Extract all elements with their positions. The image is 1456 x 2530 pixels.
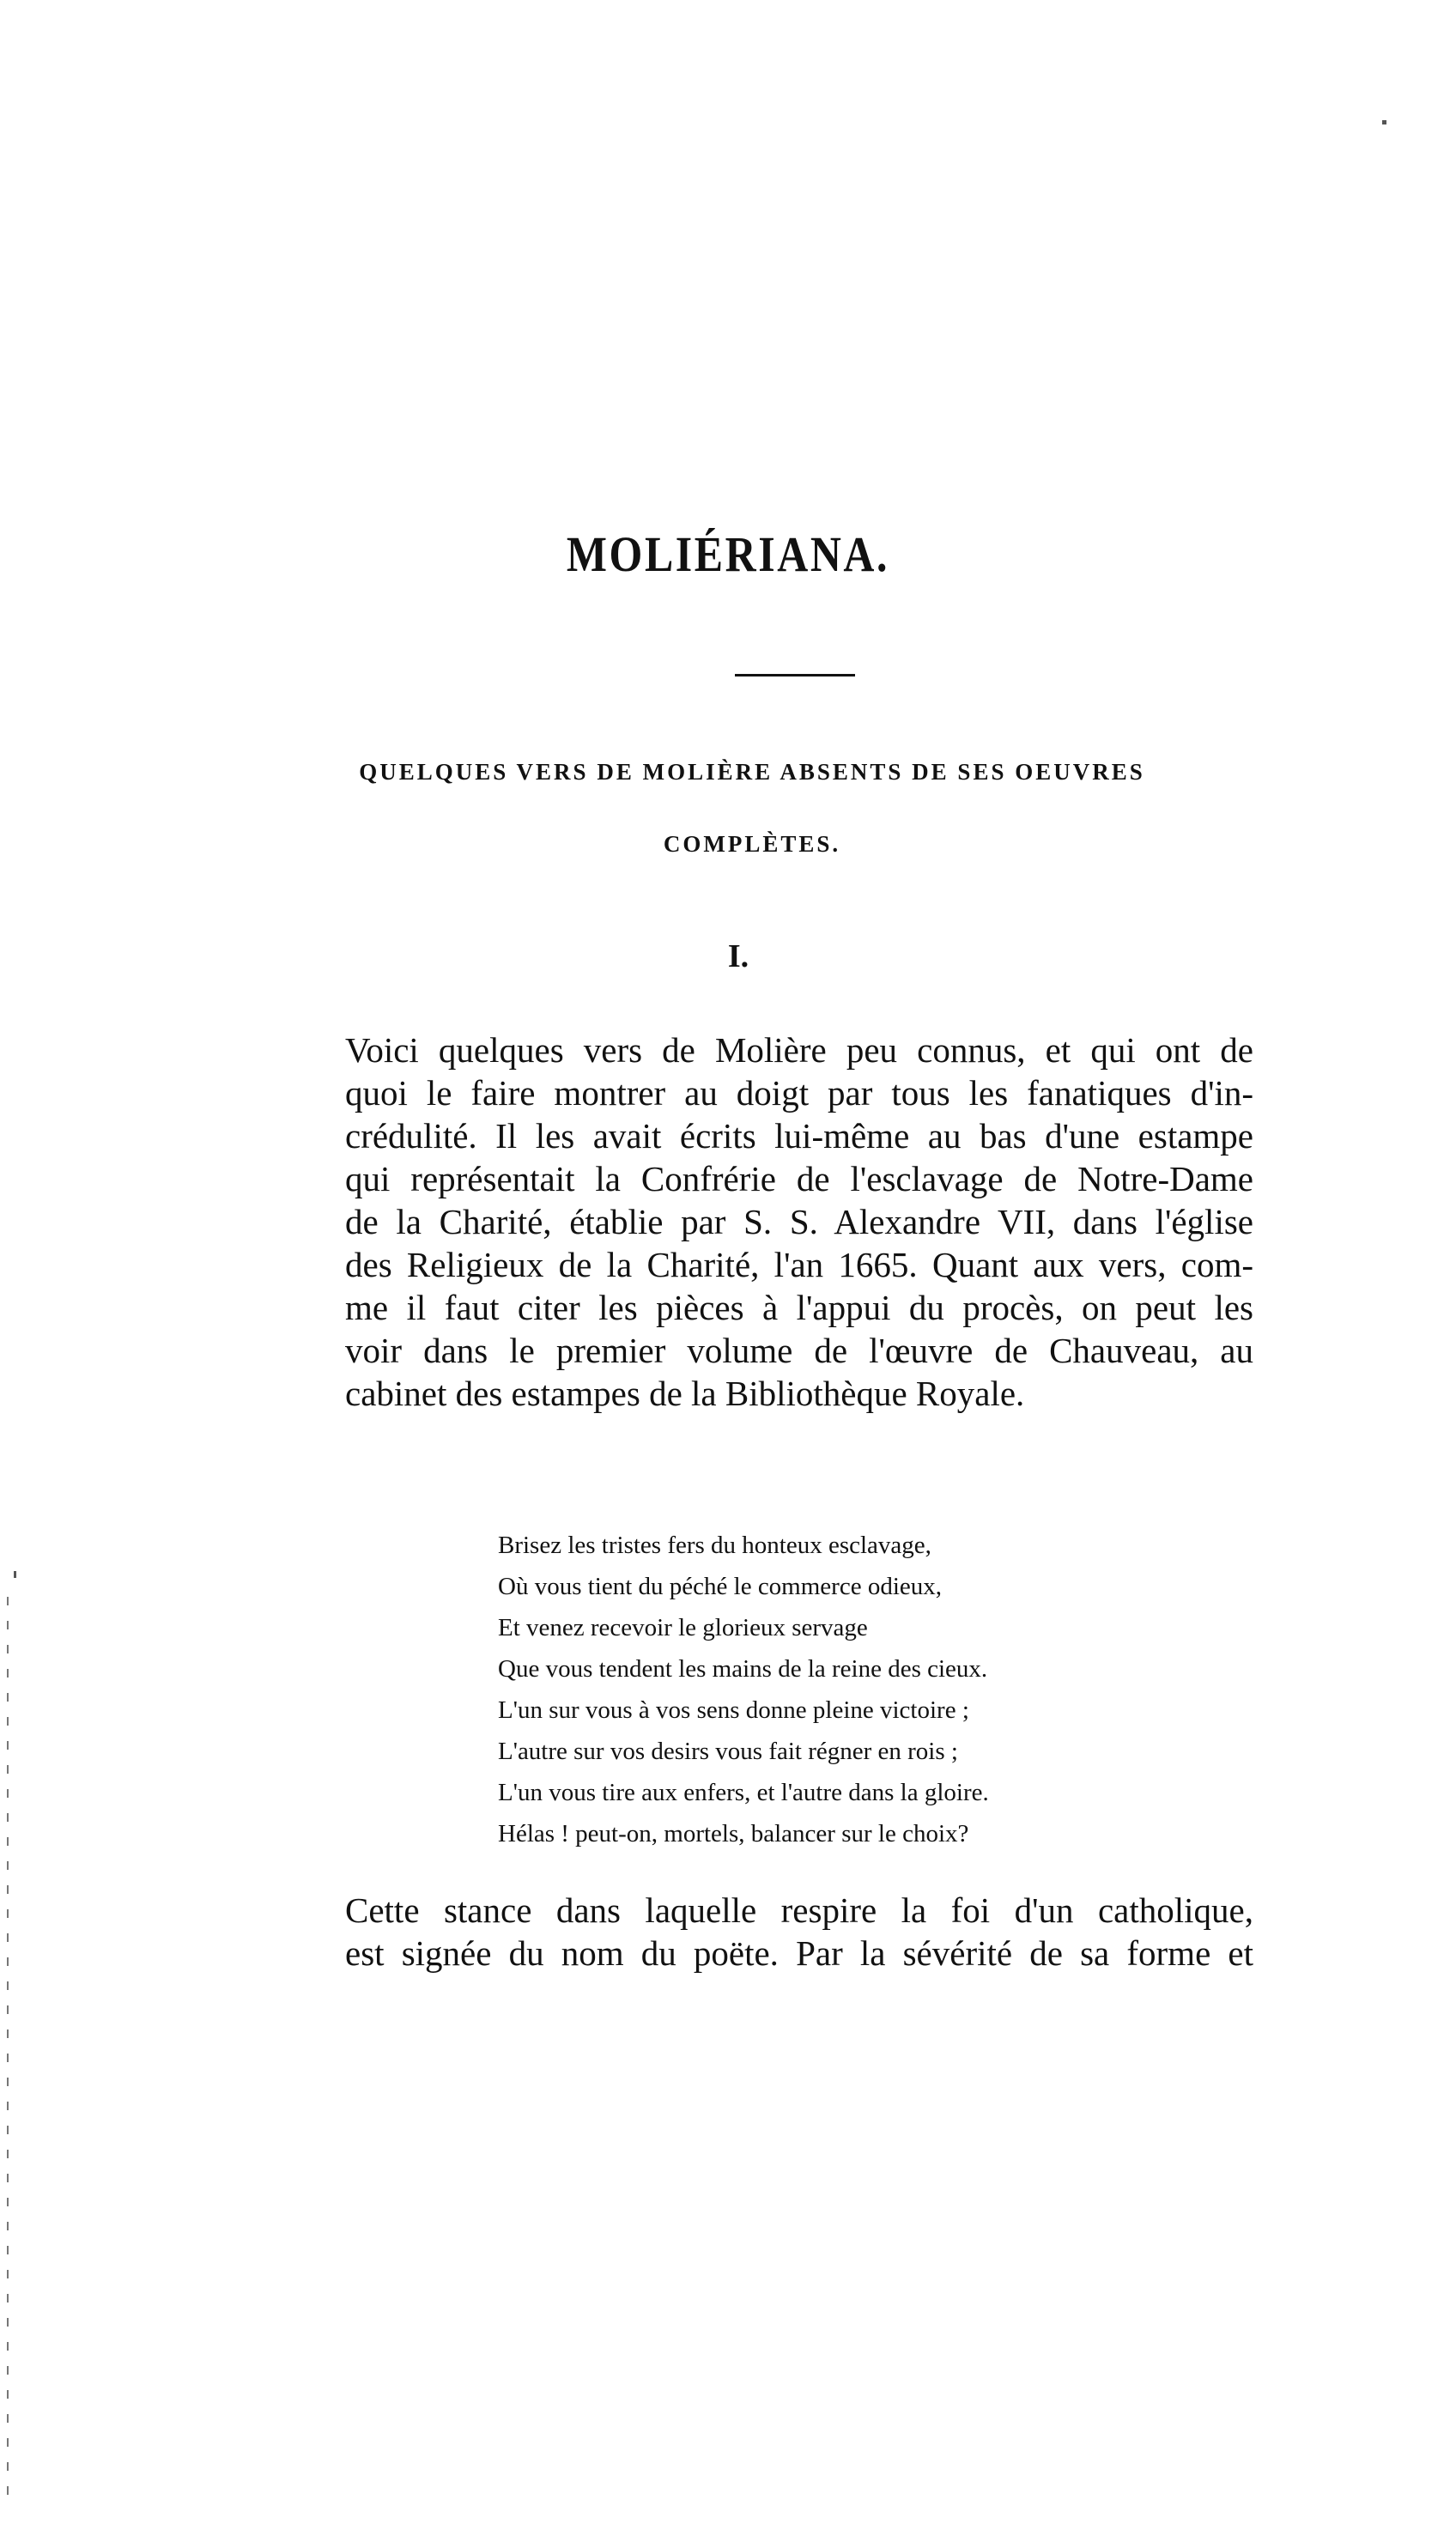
text-line: est signée du nom du poëte. Par la sévérité de sa forme et (345, 1933, 1253, 1973)
verse-line: Hélas ! peut-on, mortels, balancer sur le choix? (498, 1820, 969, 1847)
verse-line: Et venez recevoir le glorieux servage (498, 1614, 868, 1641)
text-line: voir dans le premier volume de l'œuvre de Chauveau, au (345, 1331, 1253, 1370)
verse-line: L'un vous tire aux enfers, et l'autre dans la gloire. (498, 1779, 989, 1806)
section-heading-line-1: QUELQUES VERS DE MOLIÈRE ABSENTS DE SES OEUVRES (359, 759, 1145, 785)
verse-stanza (498, 1525, 989, 1854)
verse-line: L'autre sur vos desirs vous fait régner en rois ; (498, 1738, 958, 1765)
verse-line: Que vous tendent les mains de la reine des cieux. (498, 1655, 988, 1683)
section-heading-line-2: COMPLÈTES. (663, 831, 841, 857)
scan-edge-dashes (7, 1597, 9, 2507)
text-line: me il faut citer les pièces à l'appui du procès, on peut les (345, 1288, 1253, 1327)
page-title: MOLIÉRIANA. (566, 526, 890, 582)
text-line: Cette stance dans laquelle respire la foi d'un catholique, (345, 1890, 1253, 1930)
verse-line: Où vous tient du péché le commerce odieux, (498, 1573, 943, 1600)
scan-speck (1382, 120, 1386, 124)
paragraph-commentary (345, 1889, 1253, 1975)
text-line: qui représentait la Confrérie de l'esclavage de Notre-Dame (345, 1159, 1253, 1198)
text-line: crédulité. Il les avait écrits lui-même au bas d'une estampe (345, 1116, 1253, 1156)
text-line: des Religieux de la Charité, l'an 1665. Quant aux vers, com- (345, 1245, 1253, 1284)
text-line-italic-1 (345, 1157, 1253, 1200)
text-line: de la Charité, établie par S. S. Alexandre VII, dans l'église (345, 1202, 1253, 1241)
verse-line: L'un sur vous à vos sens donne pleine victoire ; (498, 1696, 969, 1724)
text-line: Voici quelques vers de Molière peu connus, et qui ont de (345, 1030, 1253, 1070)
text-line: quoi le faire montrer au doigt par tous les fanatiques d'in- (345, 1073, 1253, 1113)
section-number: I. (727, 938, 749, 974)
title-divider (735, 674, 855, 676)
verse-line: Brisez les tristes fers du honteux esclavage, (498, 1532, 931, 1559)
paragraph-intro (345, 1028, 1253, 1415)
scan-speck (14, 1571, 16, 1578)
text-line: cabinet des estampes de la Bibliothèque Royale. (345, 1374, 1025, 1413)
